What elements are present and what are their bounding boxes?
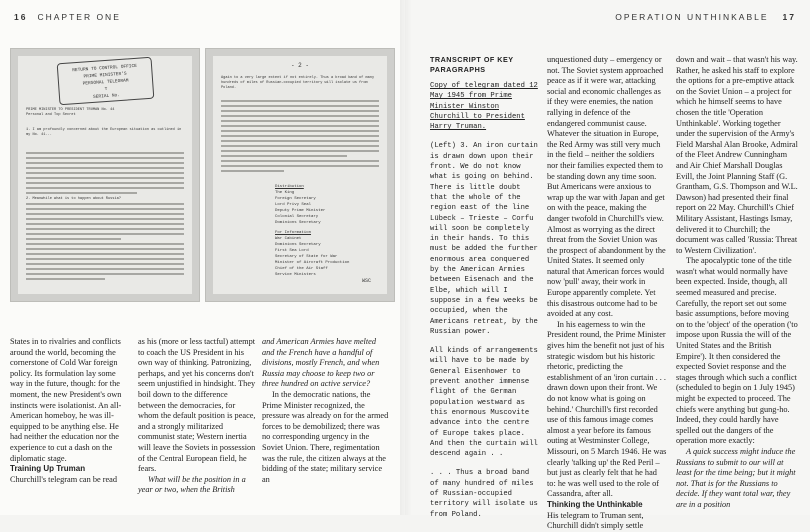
transcript-paragraph: (Left) 3. An iron curtain is drawn down upon their front. We do not know what is going on behind. There is little doubt that the whole of the region east of the line Lübeck – Trieste – Corfu will soon be completely in their hands. To this must be added the further enormous area conquered by the American Armies between Eisenach and the Elbe, which will I suppose in a few weeks be occupied, when the Americans retreat, by the Russian power. — [430, 142, 538, 336]
typed-lines — [26, 152, 184, 283]
body-paragraph: In the democratic nations, the Prime Minister recognized, the pressure was already on for the armed forces to be demobilized; there was no corresponding urgency in the Soviet Union. There, regimentation was the rule, the citizen always at the bidding of the state; military service an — [262, 389, 389, 484]
telegram-sheet-2 — [213, 56, 387, 294]
stamp-line: T — [104, 86, 108, 93]
block-quote: and American Armies have melted and the French have a handful of divisions, mostly French, and when Russia may choose to keep two or three hundred on active service? — [262, 337, 380, 389]
control-office-stamp — [57, 57, 155, 106]
information-item: Chief of the Air Staff — [275, 267, 328, 271]
body-paragraph: States in to rivalries and conflicts around the world, becoming the cornerstone of Cold War foreign policy. Its formulation lay some way in the future, though: for the moment, the new President's own instincts were isolationist. An all-American homeboy, he was ill-equipped to be anything else. He had neither the education nor the experience to cut a dash on the diplomatic stage. — [10, 337, 122, 463]
transcript-panel — [430, 55, 538, 529]
information-item: Dominions Secretary — [275, 243, 321, 247]
distribution-item: Dominions Secretary — [275, 221, 321, 225]
information-item: War Cabinet — [275, 237, 302, 241]
right-column-1 — [547, 55, 667, 532]
transcript-title: TRANSCRIPT OF KEY PARAGRAPHS — [430, 55, 514, 74]
information-item: First Sea Lord — [275, 249, 309, 253]
telegram-heading — [26, 108, 184, 118]
section-subheading: Training Up Truman — [10, 464, 86, 474]
body-paragraph: In his eagerness to win the President round, the Prime Minister gives him the benefit not just of his strategic wisdom but his historic rhetoric, predicting the establishment of an 'iron curtain . . . drawn down upon their front. We do not know what is going on behind.' Churchill's first recorded use of this famous image comes almost a year before its famous outing at Westminster College, Missouri, on 5 March 1946. He was clearly 'talking up' the Red Peril – but just as clearly felt that he had to: he was well used to the role of Cassandra, after all. — [547, 319, 667, 499]
right-running-title: OPERATION UNTHINKABLE — [615, 12, 769, 22]
body-paragraph: unquestioned duty – emergency or not. The Soviet system approached peace as if it were war, attacking social and economic challenges as if they were enemies, the nation rallying in defence of the endangered communist cause. Whatever the situation in Europe, the Red Army was still very much in the field – neither the soldiers nor their families expected them to be standing down any time soon. But Americans were anxious to wrap up the war with Japan and get on with the peace, making the danger twofold in Churchill's view. Almost as worrying as the direct threat from the Soviet Union was the prospect of abandonment by the United States. It seemed only natural that American forces would now 'pull' away, their work in Europe apparently complete. Yet this disastrous outcome had to be avoided at any cost. — [547, 55, 666, 319]
transcript-paragraph: . . . Thus a broad band of many hundred of miles of Russian-occupied territory will isolate us from Poland. — [430, 469, 538, 519]
telegram-page-number: - 2 - — [290, 62, 309, 69]
distribution-item: The King — [275, 191, 295, 195]
body-paragraph: The apocalyptic tone of the title wasn't what would normally have been expected. Inside, though, all seemed measured and precise. Carefully, the report set out some basic assumptions, before moving on to the 'object' of the operation ('to impose upon Russia the will of the United States and the British Empire'). It then considered the expected Soviet response and the stages through which such a conflict (scheduled to begin on 1 July 1945) might be expected to proceed. The chiefs were anything but gung-ho. Indeed, they could hardly have spelled out the dangers of the operation more exactly: — [676, 256, 798, 446]
left-page-number: 16 — [14, 12, 28, 22]
left-running-head — [14, 12, 121, 22]
stamp-line: SERIAL No. — [92, 93, 121, 100]
information-heading: For Information — [275, 231, 312, 235]
block-quote: A quick success might induce the Russians to submit to our will at least for the time being; but it might not. That is for the Russians to decide. If they want total war, they are in a position — [676, 446, 796, 509]
telegram-signature: WSC — [361, 278, 371, 284]
telegram-para-2: 2. Meanwhile what is to happen about Russia? — [26, 197, 121, 201]
telegram-subheading: Personal and Top Secret — [26, 113, 76, 117]
stamp-line: PRIME MINISTER'S — [83, 71, 127, 80]
typed-lines — [221, 100, 379, 175]
left-running-title: CHAPTER ONE — [37, 12, 121, 22]
distribution-heading: Distribution — [275, 185, 304, 189]
right-page-number: 17 — [782, 12, 796, 22]
distribution-item: Deputy Prime Minister — [275, 209, 326, 213]
distribution-list — [275, 184, 349, 278]
body-paragraph: Churchill's telegram can be read — [10, 474, 118, 484]
information-item: Secretary of State for War — [275, 255, 338, 259]
body-paragraph: His telegram to Truman sent, Churchill didn't simply settle — [547, 510, 644, 531]
block-quote: What will be the position in a year or two, when the British — [138, 474, 246, 495]
stamp-line: PERSONAL TELEGRAM — [82, 78, 129, 87]
transcript-intro: Copy of telegram dated 12 May 1945 from Prime Minister Winston Churchill to President Harry Truman. — [430, 82, 538, 132]
page-gutter — [400, 0, 412, 515]
telegram-photo-page-1 — [10, 48, 200, 302]
stamp-line: RETURN TO CONTROL OFFICE — [72, 63, 138, 74]
left-column-1 — [10, 337, 128, 485]
left-column-2 — [138, 337, 256, 496]
telegram-heading-text: PRIME MINISTER TO PRESIDENT TRUMAN No. 44 — [26, 108, 115, 112]
telegram-page2-para: Again to a very large extent if not entirely. Thus a broad band of many hundreds of miles of Russian-occupied territory will isolate us from Poland. — [221, 76, 375, 90]
distribution-item: Colonial Secretary — [275, 215, 319, 219]
body-paragraph: down and wait – that wasn't his way. Rather, he asked his staff to explore the options for a pre-emptive attack on the Soviet Union – a project for which he himself seems to have chosen the title 'Operation Unthinkable'. Working together under the supervision of the Army's Field Marshal Alan Brooke, Admiral of the Fleet Andrew Cunningham and Air Chief Marshall Douglas Evill, the Joint Planning Staff (G. Grantham, G.S. Thompson and W.L. Dawson) had presented their final report on 22 May. Churchill's Chief Military Assistant, Hastings Ismay, delivered it to Churchill; the document was called 'Russia: Threat to Western Civilization'. — [676, 55, 798, 255]
distribution-item: Lord Privy Seal — [275, 203, 312, 207]
left-column-3 — [262, 337, 390, 485]
information-item: Service Ministers — [275, 273, 316, 277]
transcript-paragraph: All kinds of arrangements will have to be made by General Eisenhower to prevent another immense flight of the German population westward as this enormous Muscovite advance into the centre of Europe takes place. And then the curtain will descend again . . — [430, 347, 538, 459]
right-running-head — [615, 12, 796, 22]
section-subheading: Thinking the Unthinkable — [547, 499, 643, 509]
distribution-item: Foreign Secretary — [275, 197, 316, 201]
telegram-sheet-1 — [18, 56, 192, 294]
information-item: Minister of Aircraft Production — [275, 261, 350, 265]
telegram-para-1: 1. I am profoundly concerned about the European situation as outlined in my No. 41... — [26, 128, 182, 137]
telegram-photo-page-2 — [205, 48, 395, 302]
right-column-2 — [676, 55, 798, 511]
body-paragraph: as his (more or less tactful) attempt to coach the US President in his own way of thinking. Patronizing, perhaps, and yet his concerns don't seem unjustified in hindsight. They boil down to the difference between the democracies, for whom the default position is peace, and a strongly militarized communist state; Western inertia will leave the Soviets in possession of the Central European field, he fears. — [138, 337, 256, 474]
